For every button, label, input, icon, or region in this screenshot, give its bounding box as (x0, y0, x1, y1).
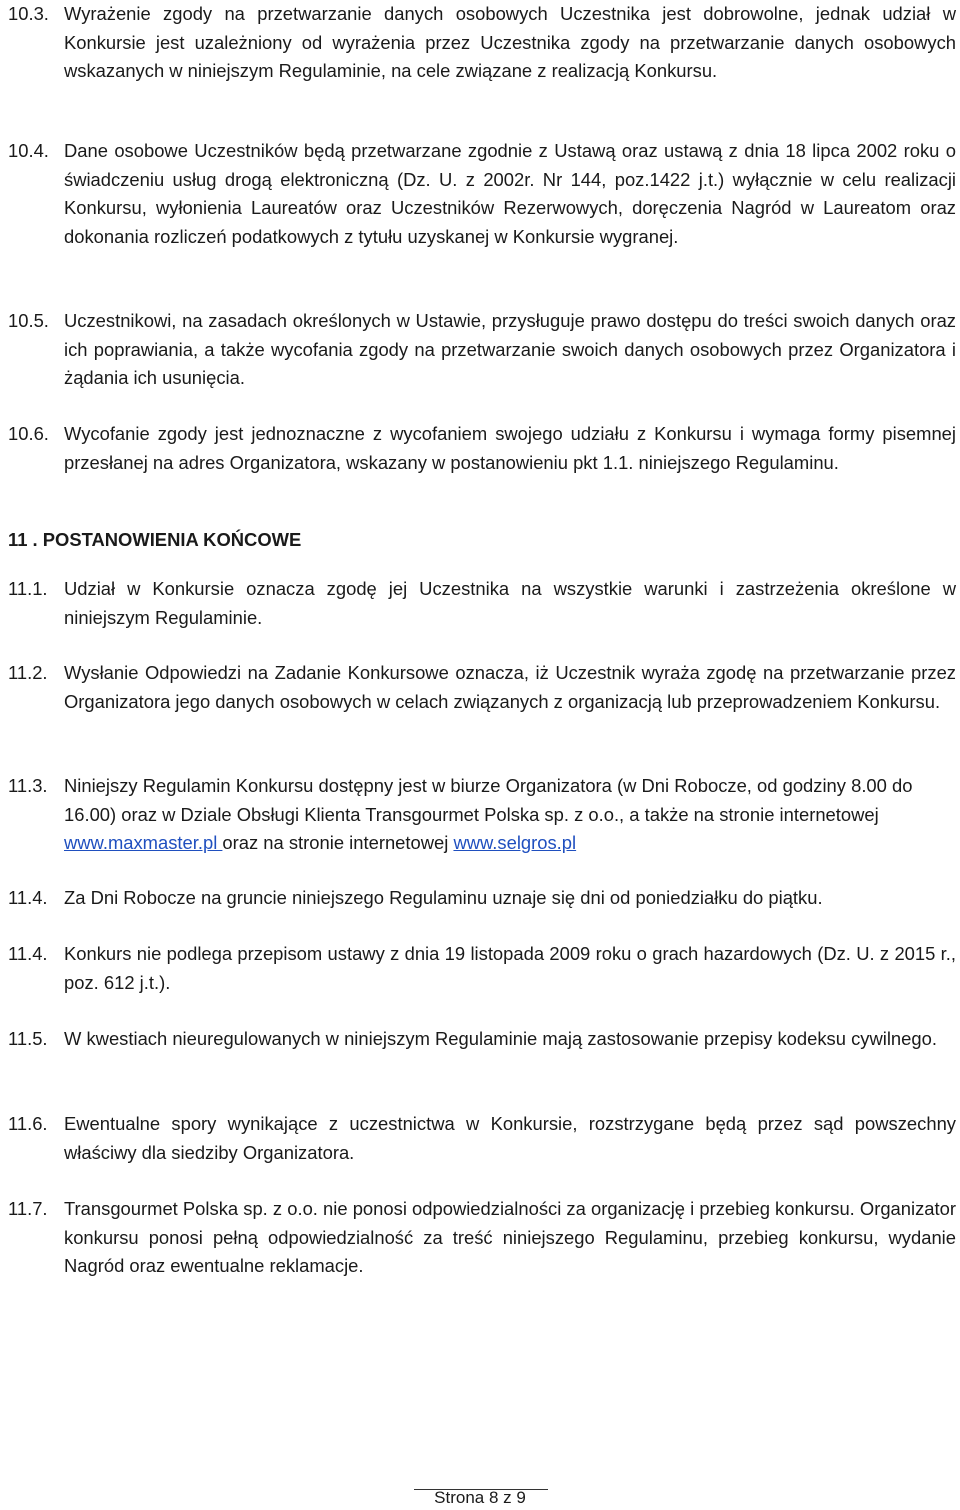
section-text: Ewentualne spory wynikające z uczestnictwa w Konkursie, rozstrzygane będą przez sąd powszechny właściwy dla siedziby Organizatora. (64, 1113, 956, 1163)
page-footer: Strona 8 z 9 (434, 1488, 526, 1507)
section-number: 11.4. (8, 943, 48, 964)
section-text: Dane osobowe Uczestników będą przetwarzane zgodnie z Ustawą oraz ustawą z dnia 18 lipca 2002 roku o świadczeniu usług drogą elektroniczną (Dz. U. z 2002r. Nr 144, poz.1422 j.t.) wyłącznie w celu realizacji Konkursu, wyłonienia Laureatów oraz Uczestników Rezerwowych, doręczenia Nagród w Laureatom oraz dokonania rozliczeń podatkowych z tytułu uzyskanej w Konkursie wygranej. (64, 140, 956, 247)
section-number: 11.1. (8, 578, 48, 599)
section-text: Udział w Konkursie oznacza zgodę jej Uczestnika na wszystkie warunki i zastrzeżenia określone w niniejszym Regulaminie. (64, 578, 956, 628)
section-text (64, 772, 956, 858)
section-11-2 (8, 659, 956, 716)
section-text-before: Niniejszy Regulamin Konkursu dostępny jest w biurze Organizatora (w Dni Robocze, od godziny 8.00 do 16.00) oraz w Dziale Obsługi Klienta Transgourmet Polska sp. z o.o., a także na stronie internetowej (64, 775, 913, 825)
section-number: 11.4. (8, 887, 48, 908)
section-text: Transgourmet Polska sp. z o.o. nie ponosi odpowiedzialności za organizację i przebieg konkursu. Organizator konkursu ponosi pełną odpowiedzialność za treść niniejszego Regulaminu, przebieg konkursu, wydanie Nagród oraz ewentualne reklamacje. (64, 1198, 956, 1276)
section-11-1 (8, 575, 956, 632)
section-text: Wycofanie zgody jest jednoznaczne z wycofaniem swojego udziału z Konkursu i wymaga formy pisemnej przesłanej na adres Organizatora, wskazany w postanowieniu pkt 1.1. niniejszego Regulaminu. (64, 423, 956, 473)
section-11-4a (8, 884, 956, 913)
section-number: 11.5. (8, 1028, 48, 1049)
section-10-6 (8, 420, 956, 477)
section-text: Wysłanie Odpowiedzi na Zadanie Konkursowe oznacza, iż Uczestnik wyraża zgodę na przetwarzanie przez Organizatora jego danych osobowych w celach związanych z organizacją lub przeprowadzeniem Konkursu. (64, 662, 956, 712)
section-10-4 (8, 137, 956, 251)
section-number: 11.6. (8, 1113, 48, 1134)
section-text: Konkurs nie podlega przepisom ustawy z dnia 19 listopada 2009 roku o grach hazardowych (Dz. U. z 2015 r., poz. 612 j.t.). (64, 943, 956, 993)
section-text: W kwestiach nieuregulowanych w niniejszym Regulaminie mają zastosowanie przepisy kodeksu cywilnego. (64, 1028, 937, 1049)
section-11-3 (8, 772, 956, 858)
section-number: 10.3. (8, 3, 49, 24)
section-text: Wyrażenie zgody na przetwarzanie danych osobowych Uczestnika jest dobrowolne, jednak udział w Konkursie jest uzależniony od wyrażenia przez Uczestnika zgody na przetwarzanie danych osobowych wskazanych w niniejszym Regulaminie, na cele związane z realizacją Konkursu. (64, 3, 956, 81)
section-number: 11.3. (8, 775, 48, 796)
section-11-4b (8, 940, 956, 997)
section-11-5 (8, 1025, 956, 1054)
section-number: 10.5. (8, 310, 49, 331)
section-text-middle: oraz na stronie internetowej (222, 832, 454, 853)
section-11-6 (8, 1110, 956, 1167)
section-number: 11.7. (8, 1198, 48, 1219)
section-10-5 (8, 307, 956, 393)
section-text: Za Dni Robocze na gruncie niniejszego Regulaminu uznaje się dni od poniedziałku do piątku. (64, 887, 823, 908)
section-number: 10.6. (8, 423, 49, 444)
section-heading: 11 . POSTANOWIENIA KOŃCOWE (8, 529, 302, 550)
section-number: 10.4. (8, 140, 49, 161)
section-text: Uczestnikowi, na zasadach określonych w Ustawie, przysługuje prawo dostępu do treści swoich danych oraz ich poprawiania, a także wycofania zgody na przetwarzanie swoich danych osobowych przez Organizatora i żądania ich usunięcia. (64, 310, 956, 388)
selgros-link[interactable]: www.selgros.pl (453, 832, 577, 853)
section-10-3 (8, 0, 956, 86)
section-number: 11.2. (8, 662, 48, 683)
section-11-7 (8, 1195, 956, 1281)
maxmaster-link[interactable]: www.maxmaster.pl (64, 832, 223, 853)
